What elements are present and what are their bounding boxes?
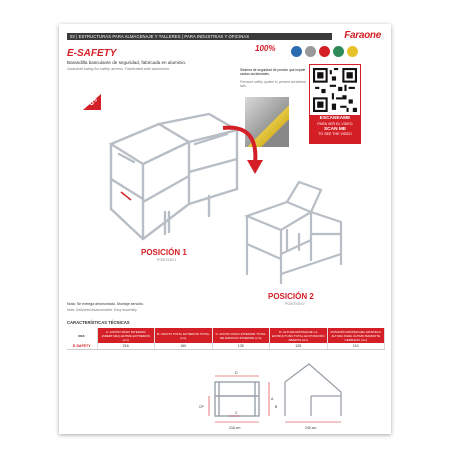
red-accent-1 (121, 192, 131, 200)
cert-icon-1 (291, 46, 302, 57)
photo-caption: Sistema de seguridad de presión que impide caídas accidentales. (240, 68, 306, 76)
category-bar: 03 | ESTRUCTURAS PARA ALMACENAJE Y TALLERES | PARA INDUSTRIAS Y OFICINAS (67, 33, 332, 40)
cert-icon-3 (319, 46, 330, 57)
dim-label-d: D (235, 371, 238, 375)
cert-icon-2 (305, 46, 316, 57)
dim-width: 216 cm (229, 426, 241, 430)
dim-label-b: B (275, 405, 278, 409)
angle-badge-text: 45° (85, 98, 98, 107)
scan-sub-en: TO SEE THE VIDEO (318, 132, 352, 136)
product-illustration (59, 84, 391, 284)
dim-label-a: A (271, 397, 274, 401)
spec-ref: E-SAFETY (67, 343, 97, 350)
dim-depth: 240 cm (305, 426, 317, 430)
cert-icon-4 (333, 46, 344, 57)
specs-col-b: B: ANCHO TOTAL EXTERIOR TOTAL (cm) (155, 328, 213, 343)
spec-a: 216 (97, 343, 155, 350)
quality-badge: 100% (255, 44, 276, 53)
catalog-page (59, 24, 391, 434)
gate-position-2-drawing (247, 182, 341, 284)
specs-col-e: POSICIÓN MÁXIMA DEL MANTELO ALTURA PARA ÚLTIMO BARROTE CERRADO (cm) (327, 328, 385, 343)
dim-label-cp: CP (199, 405, 204, 409)
arrow-head-icon (247, 160, 263, 174)
scan-sub: PARA VER EL VIDEO (317, 122, 353, 126)
scan-label: ESCANEAME (319, 116, 351, 121)
position-1-label: POSICIÓN 1 (141, 248, 187, 257)
specs-col-c: C: ANCHO PASO INTERIOR TOTAL DE ESPACIO INTERIOR (cm) (212, 328, 270, 343)
dimension-diagram (59, 352, 391, 432)
product-title: E-SAFETY (67, 48, 117, 59)
position-2-label: POSICIÓN 2 (268, 292, 314, 301)
spec-d: 125 (270, 343, 328, 350)
gate-position-1-drawing (111, 114, 237, 239)
brand-logo: Faraone (344, 30, 381, 41)
specs-col-ref: REF. (67, 328, 97, 343)
specs-table (67, 328, 385, 350)
specs-header-row (67, 328, 385, 343)
product-subtitle-en: Guardrail swing for safety access. Fabricated with aluminium. (67, 67, 171, 71)
side-view-drawing (285, 364, 341, 416)
specs-col-d: D: ALTURA MÁXIMA DE LA ESTRUCTURA TOTAL EN POSICIÓN ABIERTA (cm) (270, 328, 328, 343)
dimension-lines (209, 376, 341, 422)
cert-icon-5 (347, 46, 358, 57)
spec-b: 160 (155, 343, 213, 350)
product-subtitle: Barandilla basculante de seguridad, fabricada en aluminio. (67, 60, 187, 65)
position-2-label-en: POSITION 2 (285, 302, 305, 306)
specs-heading: CARACTERÍSTICAS TÉCNICAS (67, 320, 130, 325)
photo-caption-en: Pressure safety system to prevent accidental falls. (240, 80, 306, 88)
assembly-note: Nota: Se entrega desmontado. Montaje sencillo. (67, 302, 144, 306)
assembly-note-en: Note: Delivered disassembled. Easy assembly. (67, 308, 138, 312)
spec-e: 110 (327, 343, 385, 350)
spec-c: 135 (212, 343, 270, 350)
dim-label-c: C (235, 411, 238, 415)
specs-col-a: A: ANCHO PASO INTERIOR (ABERTURA) ENTRE EXTREMOS (cm) (97, 328, 155, 343)
scan-label-en: SCAN ME (323, 127, 347, 132)
position-1-label-en: POSITION 1 (157, 258, 177, 262)
table-row (67, 343, 385, 350)
